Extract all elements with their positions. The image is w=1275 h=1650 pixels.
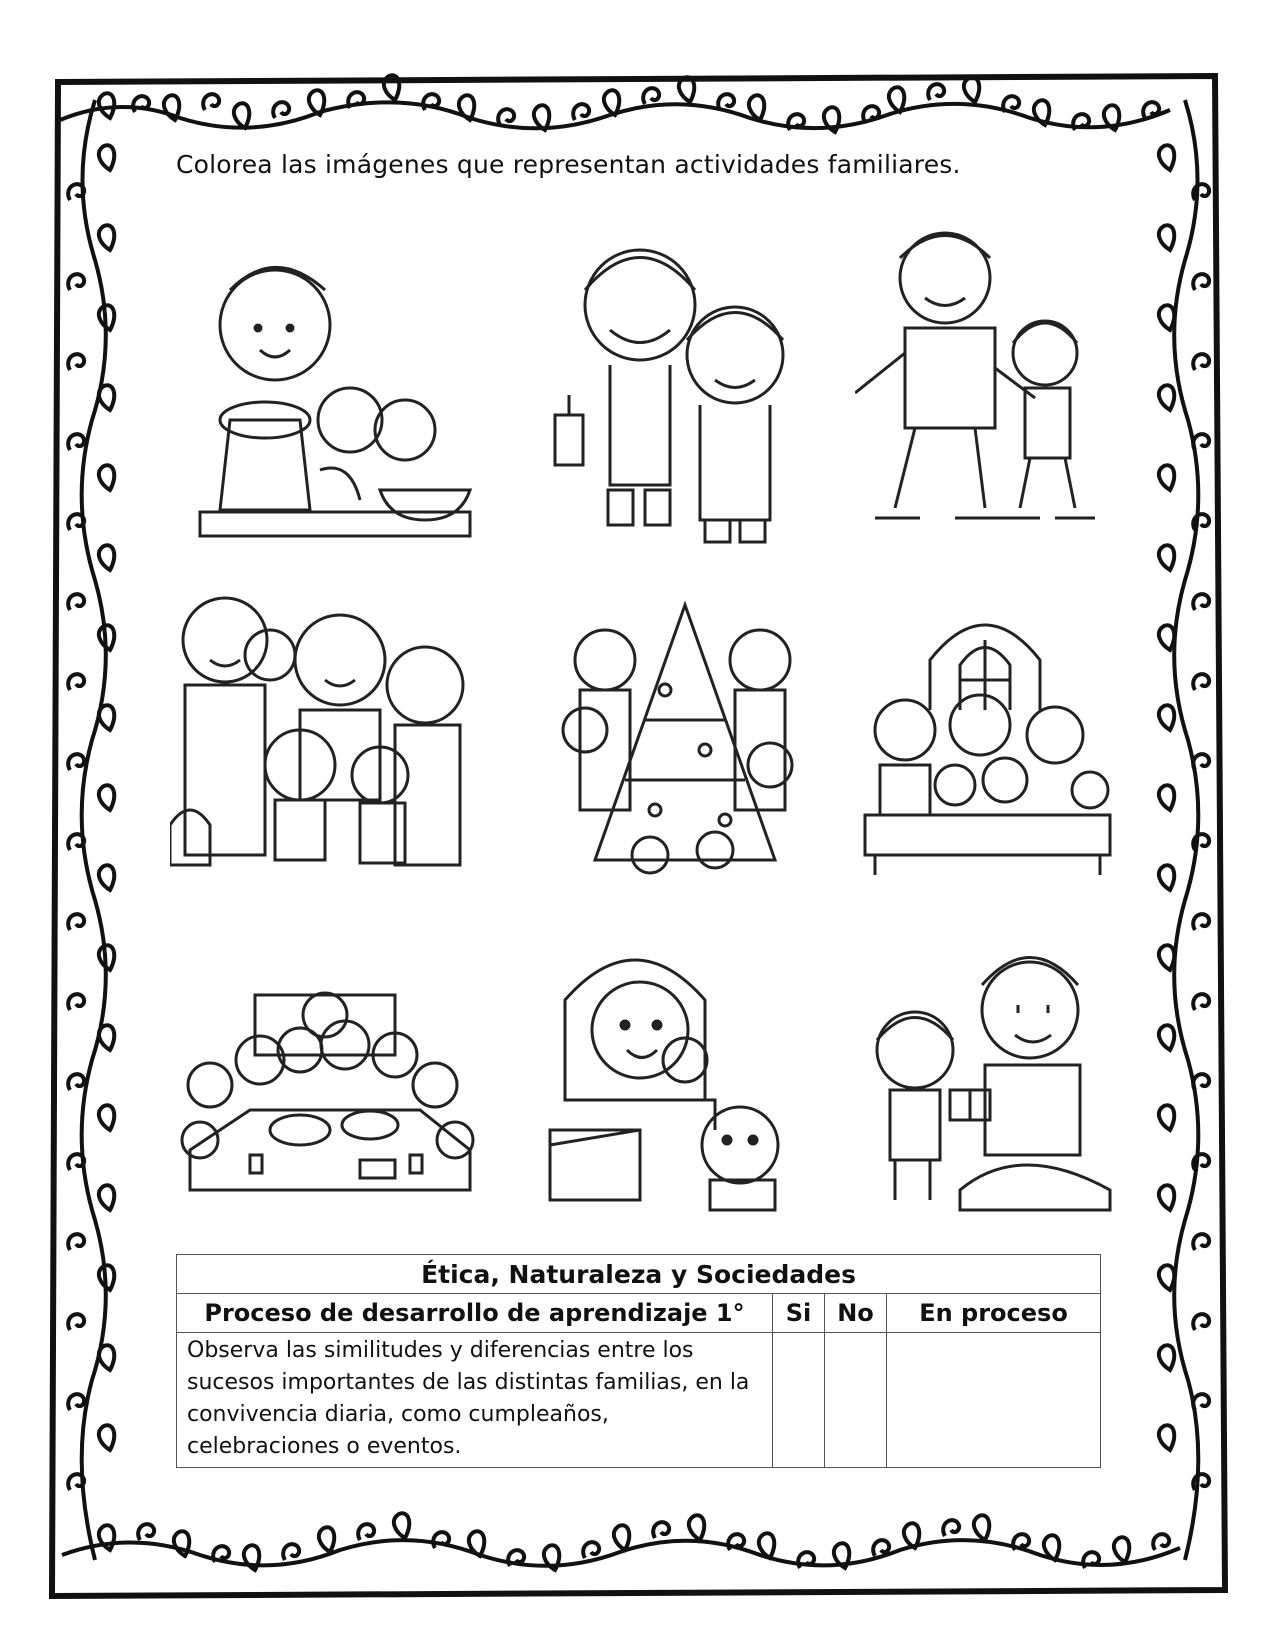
mother-baby-gift-illustration[interactable] (545, 940, 825, 1220)
baking-family-illustration[interactable] (180, 250, 490, 550)
yes-checkbox-cell[interactable] (773, 1333, 825, 1468)
in-progress-checkbox-cell[interactable] (887, 1333, 1101, 1468)
family-group-winter-illustration[interactable] (170, 585, 480, 885)
no-checkbox-cell[interactable] (825, 1333, 887, 1468)
table-header-row (177, 1294, 1101, 1333)
process-header: Proceso de desarrollo de aprendizaje 1° (177, 1294, 773, 1333)
family-dinner-illustration[interactable] (170, 990, 485, 1200)
subject-title: Ética, Naturaleza y Sociedades (177, 1255, 1101, 1294)
instruction-text: Colorea las imágenes que representan actividades familiares. (176, 150, 961, 179)
no-header: No (825, 1294, 887, 1333)
ice-skating-illustration[interactable] (855, 218, 1110, 538)
father-daughter-gift-illustration[interactable] (860, 940, 1115, 1220)
criterion-description: Observa las similitudes y diferencias entre los sucesos importantes de las distintas familias, en la convivencia diaria, como cumpleaños, celebraciones o eventos. (177, 1333, 773, 1468)
yes-header: Si (773, 1294, 825, 1333)
decorating-tree-illustration[interactable] (555, 600, 815, 880)
in-progress-header: En proceso (887, 1294, 1101, 1333)
family-church-illustration[interactable] (860, 600, 1115, 880)
evaluation-table (176, 1254, 1101, 1468)
table-row (177, 1333, 1101, 1468)
kids-with-lantern-illustration[interactable] (540, 235, 810, 550)
table-title-row (177, 1255, 1101, 1294)
